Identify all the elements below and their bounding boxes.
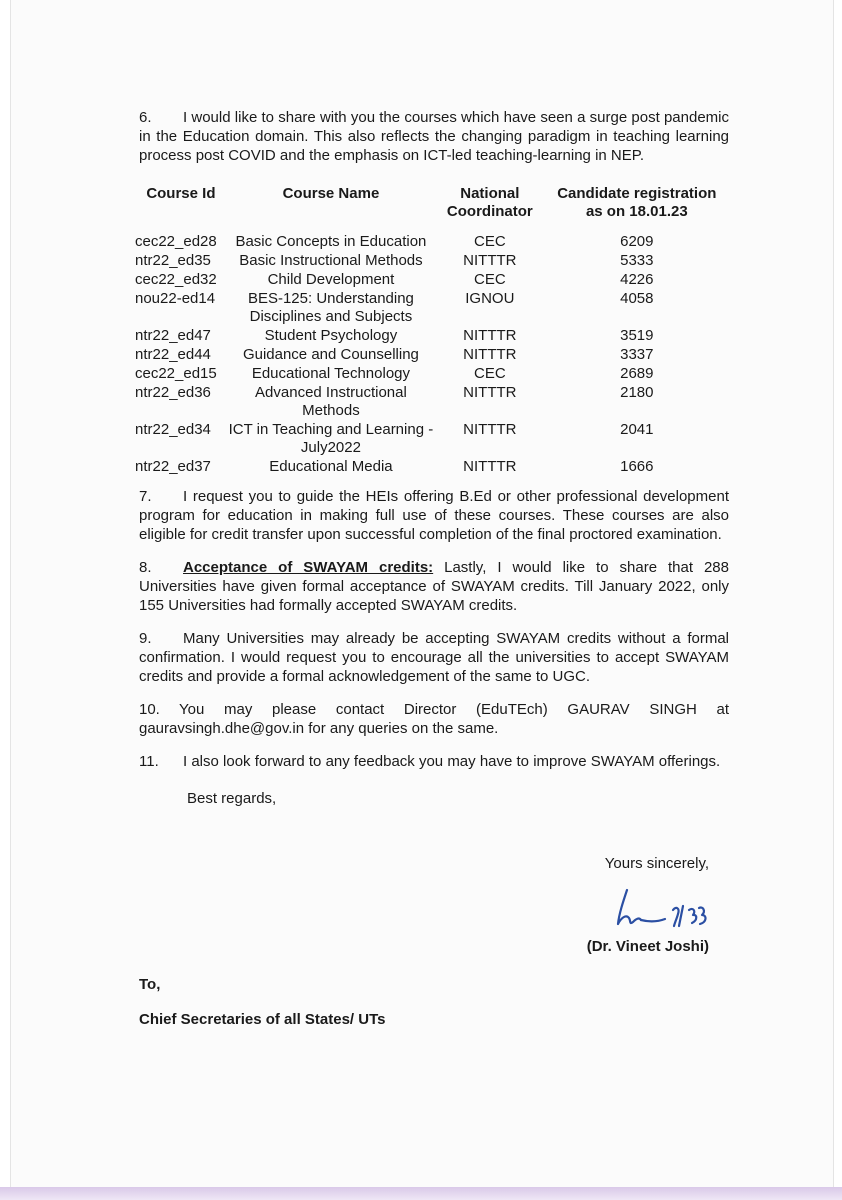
table-row: [135, 327, 729, 346]
paragraph-heading: Acceptance of SWAYAM credits:: [183, 559, 434, 576]
header-course-name: Course Name: [282, 185, 380, 202]
paragraph-number: 11.: [139, 753, 159, 770]
header-national-coordinator: [435, 185, 545, 233]
paragraph-number: 10.: [139, 701, 160, 718]
table-row: [135, 346, 729, 365]
paragraph-text: I would like to share with you the courses which have seen a surge post pandemic in the Education domain. This also reflects the changing paradigm in teaching learning process post COVID and the emphasis on ICT-led teaching-learning in NEP.: [139, 109, 729, 164]
table-header-row: [135, 185, 729, 233]
coordinator-cell: NITTTR: [463, 252, 517, 269]
table-row: [135, 252, 729, 271]
paragraph-11: [139, 752, 729, 771]
header-registration-line1: Candidate registration: [557, 185, 717, 202]
header-coordinator-line1: National: [460, 185, 520, 202]
course-id-cell: ntr22_ed34: [135, 421, 211, 438]
course-name-cell: Child Development: [267, 271, 395, 288]
table-row: [135, 290, 729, 327]
course-id-cell: ntr22_ed36: [135, 384, 211, 401]
course-name-cell: Guidance and Counselling: [242, 346, 419, 363]
course-id-cell: cec22_ed32: [135, 271, 217, 288]
paragraph-text: Lastly, I would like to share that 288 Universities have given formal acceptance of SWAYAM credits. Till January 2022, only 155 Universities had formally accepted SWAYAM credits.: [139, 559, 729, 614]
to-label: To,: [139, 976, 161, 993]
header-candidate-registration: [545, 185, 729, 233]
coordinator-cell: NITTTR: [463, 384, 517, 401]
header-registration-line2: as on 18.01.23: [585, 203, 688, 220]
course-id-cell: ntr22_ed44: [135, 346, 211, 363]
header-course-id: Course Id: [146, 185, 216, 202]
best-regards: Best regards,: [187, 790, 277, 807]
document-page: [10, 0, 834, 1187]
registration-cell: 5333: [620, 252, 654, 269]
course-name-cell: Student Psychology: [264, 327, 398, 344]
paragraph-number: 7.: [139, 488, 152, 505]
courses-table: [135, 185, 729, 477]
recipients: Chief Secretaries of all States/ UTs: [139, 1011, 386, 1028]
paragraph-text: I request you to guide the HEIs offering B.Ed or other professional development program for education in making full use of these courses. These courses are also eligible for credit transfer upon successful completion of the final proctored examination.: [139, 488, 729, 543]
paragraph-number: 6.: [139, 109, 152, 126]
coordinator-cell: NITTTR: [463, 458, 517, 475]
coordinator-cell: CEC: [474, 271, 506, 288]
course-name-cell: Advanced Instructional Methods: [255, 384, 407, 419]
coordinator-cell: NITTTR: [463, 327, 517, 344]
table-row: [135, 421, 729, 458]
table-row: [135, 233, 729, 252]
registration-cell: 3337: [620, 346, 654, 363]
course-id-cell: cec22_ed28: [135, 233, 217, 250]
registration-cell: 2689: [620, 365, 654, 382]
paragraph-text: Many Universities may already be accepting SWAYAM credits without a formal confirmation. I would request you to encourage all the universities to accept SWAYAM credits and provide a formal acknowledgement of the same to UGC.: [139, 630, 729, 685]
registration-cell: 2041: [620, 421, 654, 438]
course-name-cell: Basic Concepts in Education: [235, 233, 427, 250]
registration-cell: 3519: [620, 327, 654, 344]
course-id-cell: nou22-ed14: [135, 290, 216, 307]
yours-sincerely: Yours sincerely,: [604, 855, 709, 872]
paragraph-number: 9.: [139, 630, 152, 647]
registration-cell: 1666: [620, 458, 654, 475]
course-id-cell: ntr22_ed47: [135, 327, 211, 344]
header-coordinator-line2: Coordinator: [446, 203, 533, 220]
table-row: [135, 458, 729, 477]
coordinator-cell: CEC: [474, 233, 506, 250]
paragraph-6: [139, 108, 729, 165]
course-id-cell: cec22_ed15: [135, 365, 217, 382]
table-row: [135, 271, 729, 290]
table-row: [135, 365, 729, 384]
handwritten-signature: [601, 884, 751, 944]
paragraph-text: You may please contact Director (EduTEch) GAURAV SINGH at gauravsingh.dhe@gov.in for any queries on the same.: [139, 701, 729, 737]
paragraph-9: [139, 629, 729, 686]
coordinator-cell: NITTTR: [463, 346, 517, 363]
signatory-name: (Dr. Vineet Joshi): [586, 938, 709, 955]
letter-body: [135, 108, 729, 808]
course-name-cell: Educational Technology: [251, 365, 411, 382]
paragraph-7: [139, 487, 729, 544]
paragraph-10: [139, 700, 729, 738]
table-row: [135, 384, 729, 421]
course-name-cell: ICT in Teaching and Learning - July2022: [228, 421, 434, 456]
paragraph-8: [139, 558, 729, 615]
coordinator-cell: CEC: [474, 365, 506, 382]
course-name-cell: Educational Media: [269, 458, 393, 475]
course-name-cell: Basic Instructional Methods: [239, 252, 423, 269]
coordinator-cell: IGNOU: [465, 290, 515, 307]
registration-cell: 2180: [620, 384, 654, 401]
table-body: [135, 233, 729, 477]
registration-cell: 4058: [620, 290, 654, 307]
page-edge-strip: [0, 1187, 842, 1200]
course-id-cell: ntr22_ed37: [135, 458, 211, 475]
registration-cell: 6209: [620, 233, 654, 250]
coordinator-cell: NITTTR: [463, 421, 517, 438]
paragraph-text: I also look forward to any feedback you may have to improve SWAYAM offerings.: [183, 753, 721, 770]
course-name-cell: BES-125: Understanding Disciplines and Subjects: [247, 290, 414, 325]
registration-cell: 4226: [620, 271, 654, 288]
paragraph-number: 8.: [139, 559, 152, 576]
course-id-cell: ntr22_ed35: [135, 252, 211, 269]
